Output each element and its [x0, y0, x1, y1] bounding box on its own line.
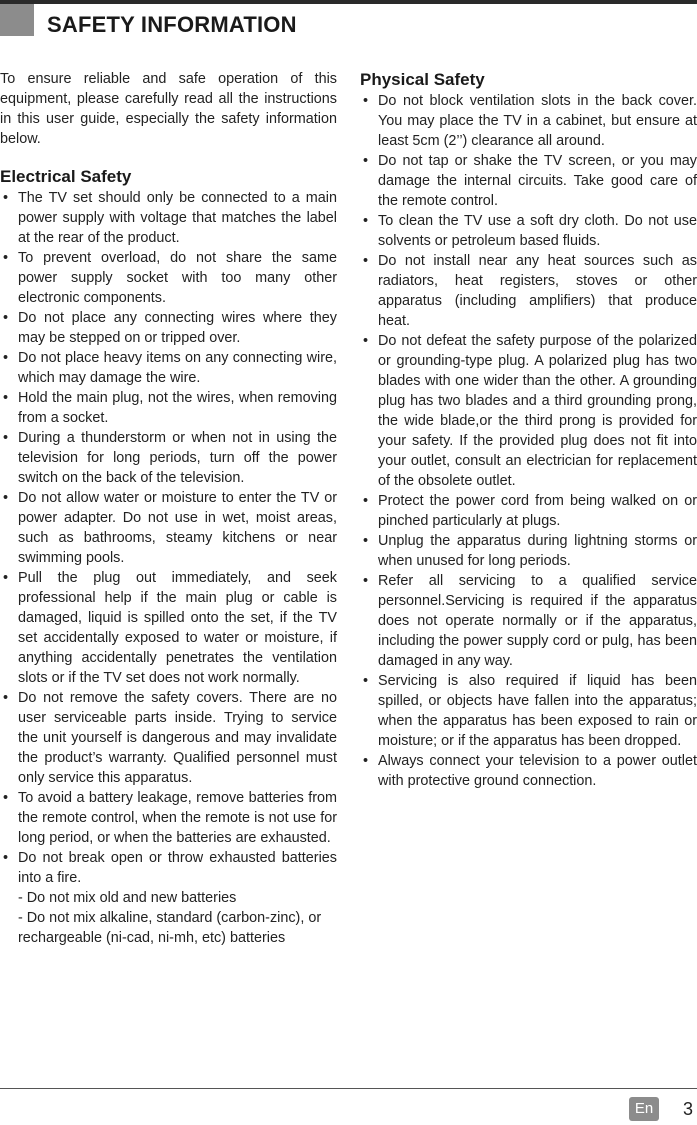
list-item: • Hold the main plug, not the wires, when removing from a socket.: [0, 388, 337, 428]
list-item: • Refer all servicing to a qualified service personnel.Servicing is required if the apparatus does not operate normally or if the apparatus, including the power supply cord or pulg, has been damaged in any way.: [360, 571, 697, 671]
list-item: • Servicing is also required if liquid has been spilled, or objects have fallen into the apparatus; when the apparatus has been exposed to rain or moisture; or if the apparatus has been dropped.: [360, 671, 697, 751]
left-column: [0, 69, 337, 948]
page-title: SAFETY INFORMATION: [47, 12, 297, 37]
list-item: • Do not place any connecting wires where they may be stepped on or tripped over.: [0, 308, 337, 348]
header-color-block: [0, 4, 34, 36]
list-item: • To clean the TV use a soft dry cloth. Do not use solvents or petroleum based fluids.: [360, 211, 697, 251]
list-item: • Do not remove the safety covers. There are no user serviceable parts inside. Trying to service the unit yourself is dangerous and may invalidate the product’s warranty. Qualified personnel must only service this apparatus.: [0, 688, 337, 788]
physical-safety-list: [360, 91, 697, 791]
footer-rule: [0, 1088, 697, 1089]
electrical-safety-heading: Electrical Safety: [0, 167, 132, 186]
list-item: • Do not defeat the safety purpose of the polarized or grounding-type plug. A polarized plug has two blades with one wider than the other. A grounding plug has two blades and a third grounding prong, the wide blade,or the third prong is provided for your safety. If the provided plug does not fit into your outlet, consult an electrician for replacement of the obsolete outlet.: [360, 331, 697, 491]
list-item: • Protect the power cord from being walked on or pinched particularly at plugs.: [360, 491, 697, 531]
list-item: • To avoid a battery leakage, remove batteries from the remote control, when the remote is not use for long period, or when the batteries are exhausted.: [0, 788, 337, 848]
page-number: 3: [683, 1099, 694, 1119]
right-column: [360, 69, 697, 791]
physical-safety-heading: Physical Safety: [360, 70, 485, 89]
list-item-text: Do not break open or throw exhausted batteries into a fire.: [18, 850, 337, 886]
list-item: [0, 848, 337, 948]
electrical-safety-list: [0, 188, 337, 948]
list-item: • Do not tap or shake the TV screen, or you may damage the internal circuits. Take good care of the remote control.: [360, 151, 697, 211]
intro-paragraph: To ensure reliable and safe operation of this equipment, please carefully read all the instructions in this user guide, especially the safety information below.: [0, 71, 337, 147]
list-item: • To prevent overload, do not share the same power supply socket with too many other electronic components.: [0, 248, 337, 308]
top-rule: [0, 0, 697, 4]
list-item: • Do not allow water or moisture to enter the TV or power adapter. Do not use in wet, moist areas, such as bathrooms, steamy kitchens or near swimming pools.: [0, 488, 337, 568]
list-item: • Unplug the apparatus during lightning storms or when unused for long periods.: [360, 531, 697, 571]
list-subitem: - Do not mix old and new batteries: [18, 890, 237, 906]
list-item: • Pull the plug out immediately, and seek professional help if the main plug or cable is damaged, liquid is spilled onto the set, if the TV set accidentally exposed to water or moisture, if anything accidentally penetrates the ventilation slots or if the TV set does not work normally.: [0, 568, 337, 688]
list-item: • Do not block ventilation slots in the back cover. You may place the TV in a cabinet, but ensure at least 5cm (2’’) clearance all around.: [360, 91, 697, 151]
list-item: • Do not install near any heat sources such as radiators, heat registers, stoves or other apparatus (including amplifiers) that produce heat.: [360, 251, 697, 331]
list-subitem: - Do not mix alkaline, standard (carbon-zinc), or rechargeable (ni-cad, ni-mh, etc) batteries: [18, 910, 322, 946]
list-item: • Do not place heavy items on any connecting wire, which may damage the wire.: [0, 348, 337, 388]
language-badge: En: [629, 1097, 659, 1121]
list-item: • During a thunderstorm or when not in using the television for long periods, turn off the power switch on the back of the television.: [0, 428, 337, 488]
list-item: • Always connect your television to a power outlet with protective ground connection.: [360, 751, 697, 791]
list-item: • The TV set should only be connected to a main power supply with voltage that matches the label at the rear of the product.: [0, 188, 337, 248]
